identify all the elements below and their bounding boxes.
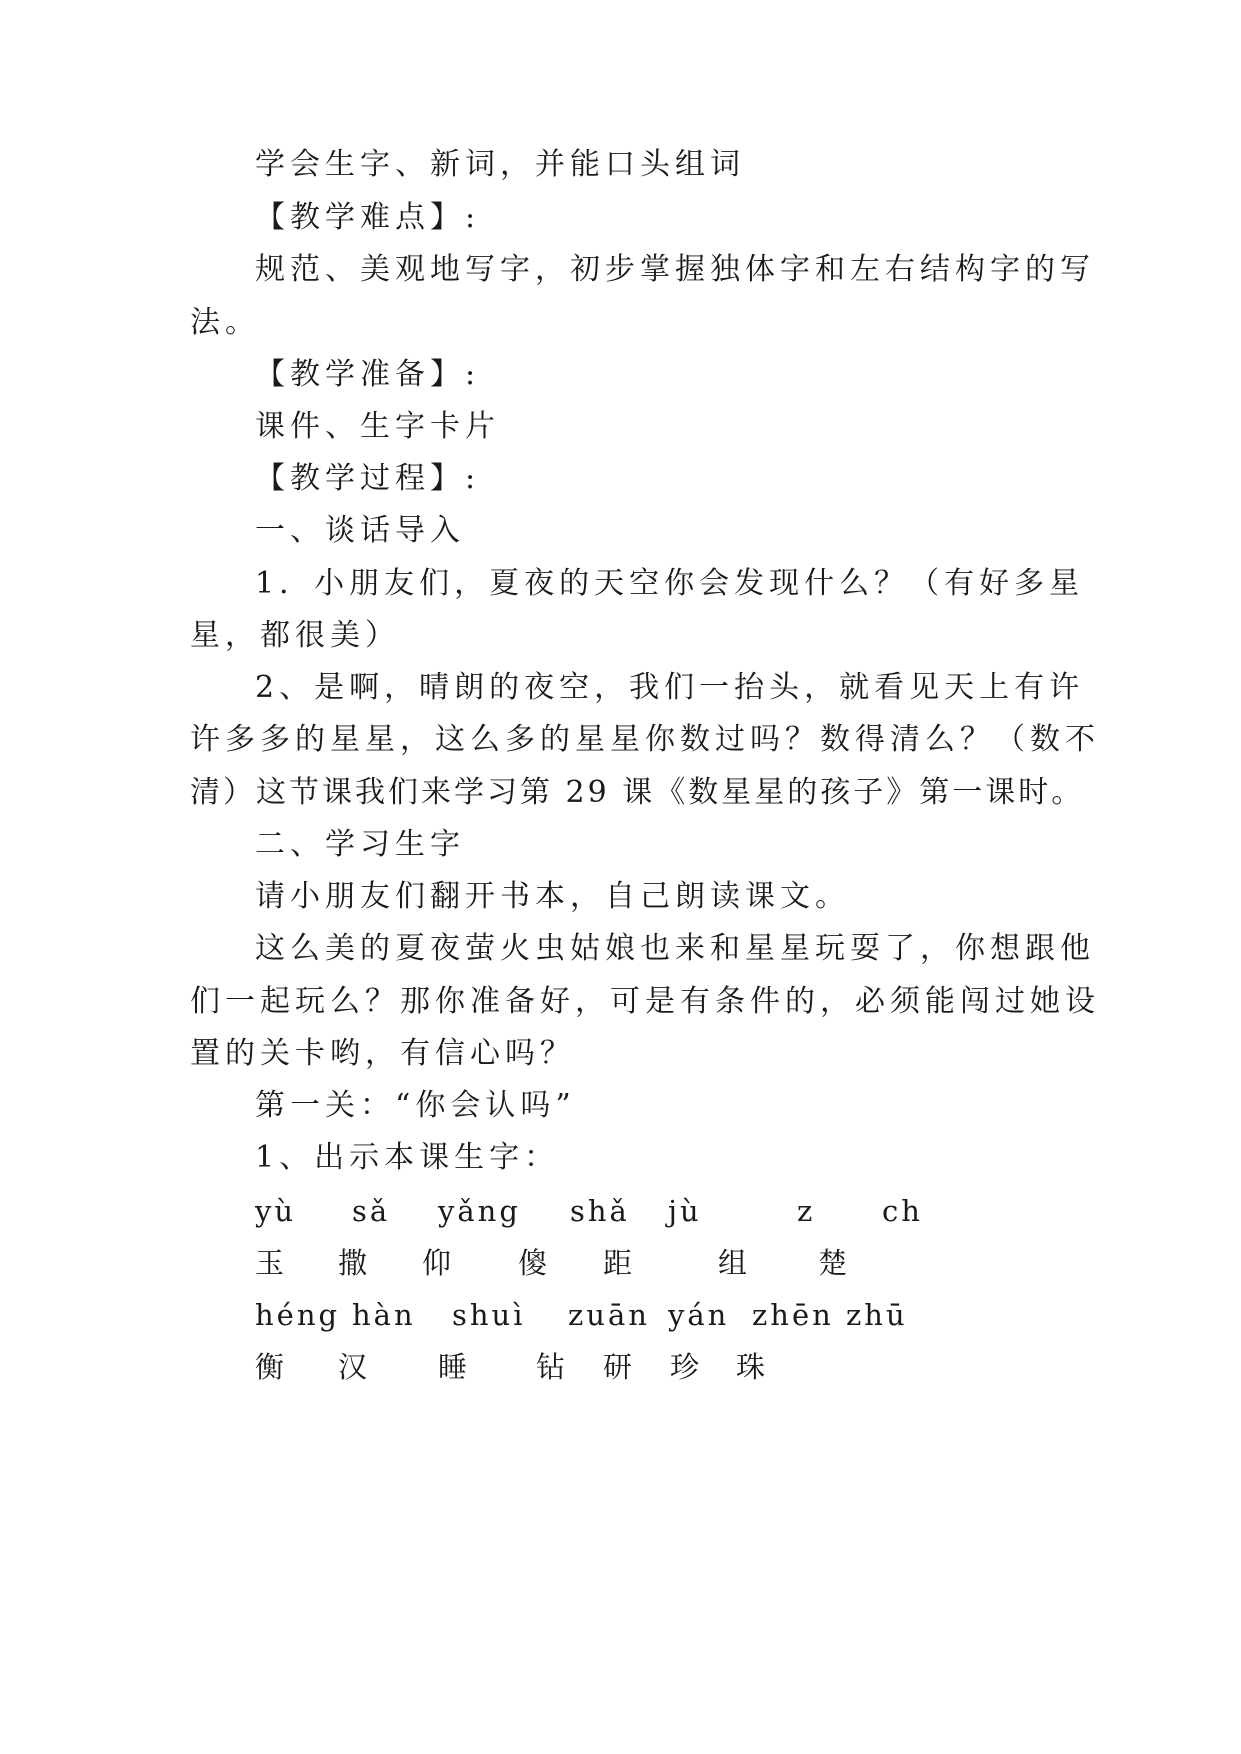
level-title: 第一关：“你会认吗” xyxy=(255,1088,576,1123)
paragraph-line: 置的关卡哟，有信心吗？ xyxy=(190,1036,575,1071)
objective-line: 学会生字、新词，并能口头组词 xyxy=(255,147,745,182)
pinyin: yù xyxy=(255,1194,297,1228)
pinyin: jù xyxy=(668,1194,702,1228)
pinyin: héng xyxy=(255,1298,341,1332)
hanzi: 衡 xyxy=(255,1350,285,1384)
pinyin: shǎ xyxy=(570,1194,630,1228)
pinyin: zuān xyxy=(568,1298,650,1332)
paragraph-line: 规范、美观地写字，初步掌握独体字和左右结构字的写 xyxy=(255,252,1095,287)
hanzi: 距 xyxy=(603,1246,633,1280)
hanzi: 仰 xyxy=(422,1246,452,1280)
hanzi: 研 xyxy=(603,1350,633,1384)
pinyin: yán xyxy=(668,1298,730,1332)
paragraph-line: 请小朋友们翻开书本，自己朗读课文。 xyxy=(255,879,850,914)
paragraph-line: 2、是啊，晴朗的夜空，我们一抬头，就看见天上有许 xyxy=(255,670,1085,705)
pinyin: zhēn xyxy=(752,1298,834,1332)
paragraph-line: 法。 xyxy=(190,305,260,340)
hanzi: 组 xyxy=(718,1246,748,1280)
paragraph-line: 清）这节课我们来学习第 29 课《数星星的孩子》第一课时。 xyxy=(190,775,1085,810)
hanzi: 玉 xyxy=(255,1246,285,1280)
heading-process: 【教学过程】: xyxy=(255,461,481,496)
paragraph-line: 课件、生字卡片 xyxy=(255,409,500,444)
hanzi: 钻 xyxy=(536,1350,566,1384)
paragraph-line: 星，都很美） xyxy=(190,618,400,653)
pinyin: yǎng xyxy=(438,1194,521,1228)
hanzi: 睡 xyxy=(438,1350,468,1384)
pinyin: hàn xyxy=(352,1298,416,1332)
paragraph-line: 1．小朋友们，夏夜的天空你会发现什么？（有好多星 xyxy=(255,566,1085,601)
section-title: 二、学习生字 xyxy=(255,827,465,862)
step-line: 1、出示本课生字： xyxy=(255,1140,560,1175)
hanzi: 撒 xyxy=(338,1246,368,1280)
paragraph-line: 这么美的夏夜萤火虫姑娘也来和星星玩耍了，你想跟他 xyxy=(255,931,1095,966)
hanzi: 汉 xyxy=(338,1350,368,1384)
heading-preparation: 【教学准备】: xyxy=(255,357,481,392)
paragraph-line: 们一起玩么？那你准备好，可是有条件的，必须能闯过她设 xyxy=(190,984,1100,1019)
pinyin: ch xyxy=(882,1194,923,1228)
pinyin: zhū xyxy=(846,1298,908,1332)
hanzi: 珠 xyxy=(736,1350,766,1384)
hanzi: 傻 xyxy=(518,1246,548,1280)
pinyin: z xyxy=(797,1194,816,1228)
hanzi: 楚 xyxy=(818,1246,848,1280)
heading-difficulty: 【教学难点】: xyxy=(255,200,481,235)
paragraph-line: 许多多的星星，这么多的星星你数过吗？数得清么？（数不 xyxy=(190,722,1100,757)
section-title: 一、谈话导入 xyxy=(255,513,465,548)
hanzi: 珍 xyxy=(670,1350,700,1384)
pinyin: sǎ xyxy=(352,1194,391,1228)
pinyin: shuì xyxy=(452,1298,526,1332)
